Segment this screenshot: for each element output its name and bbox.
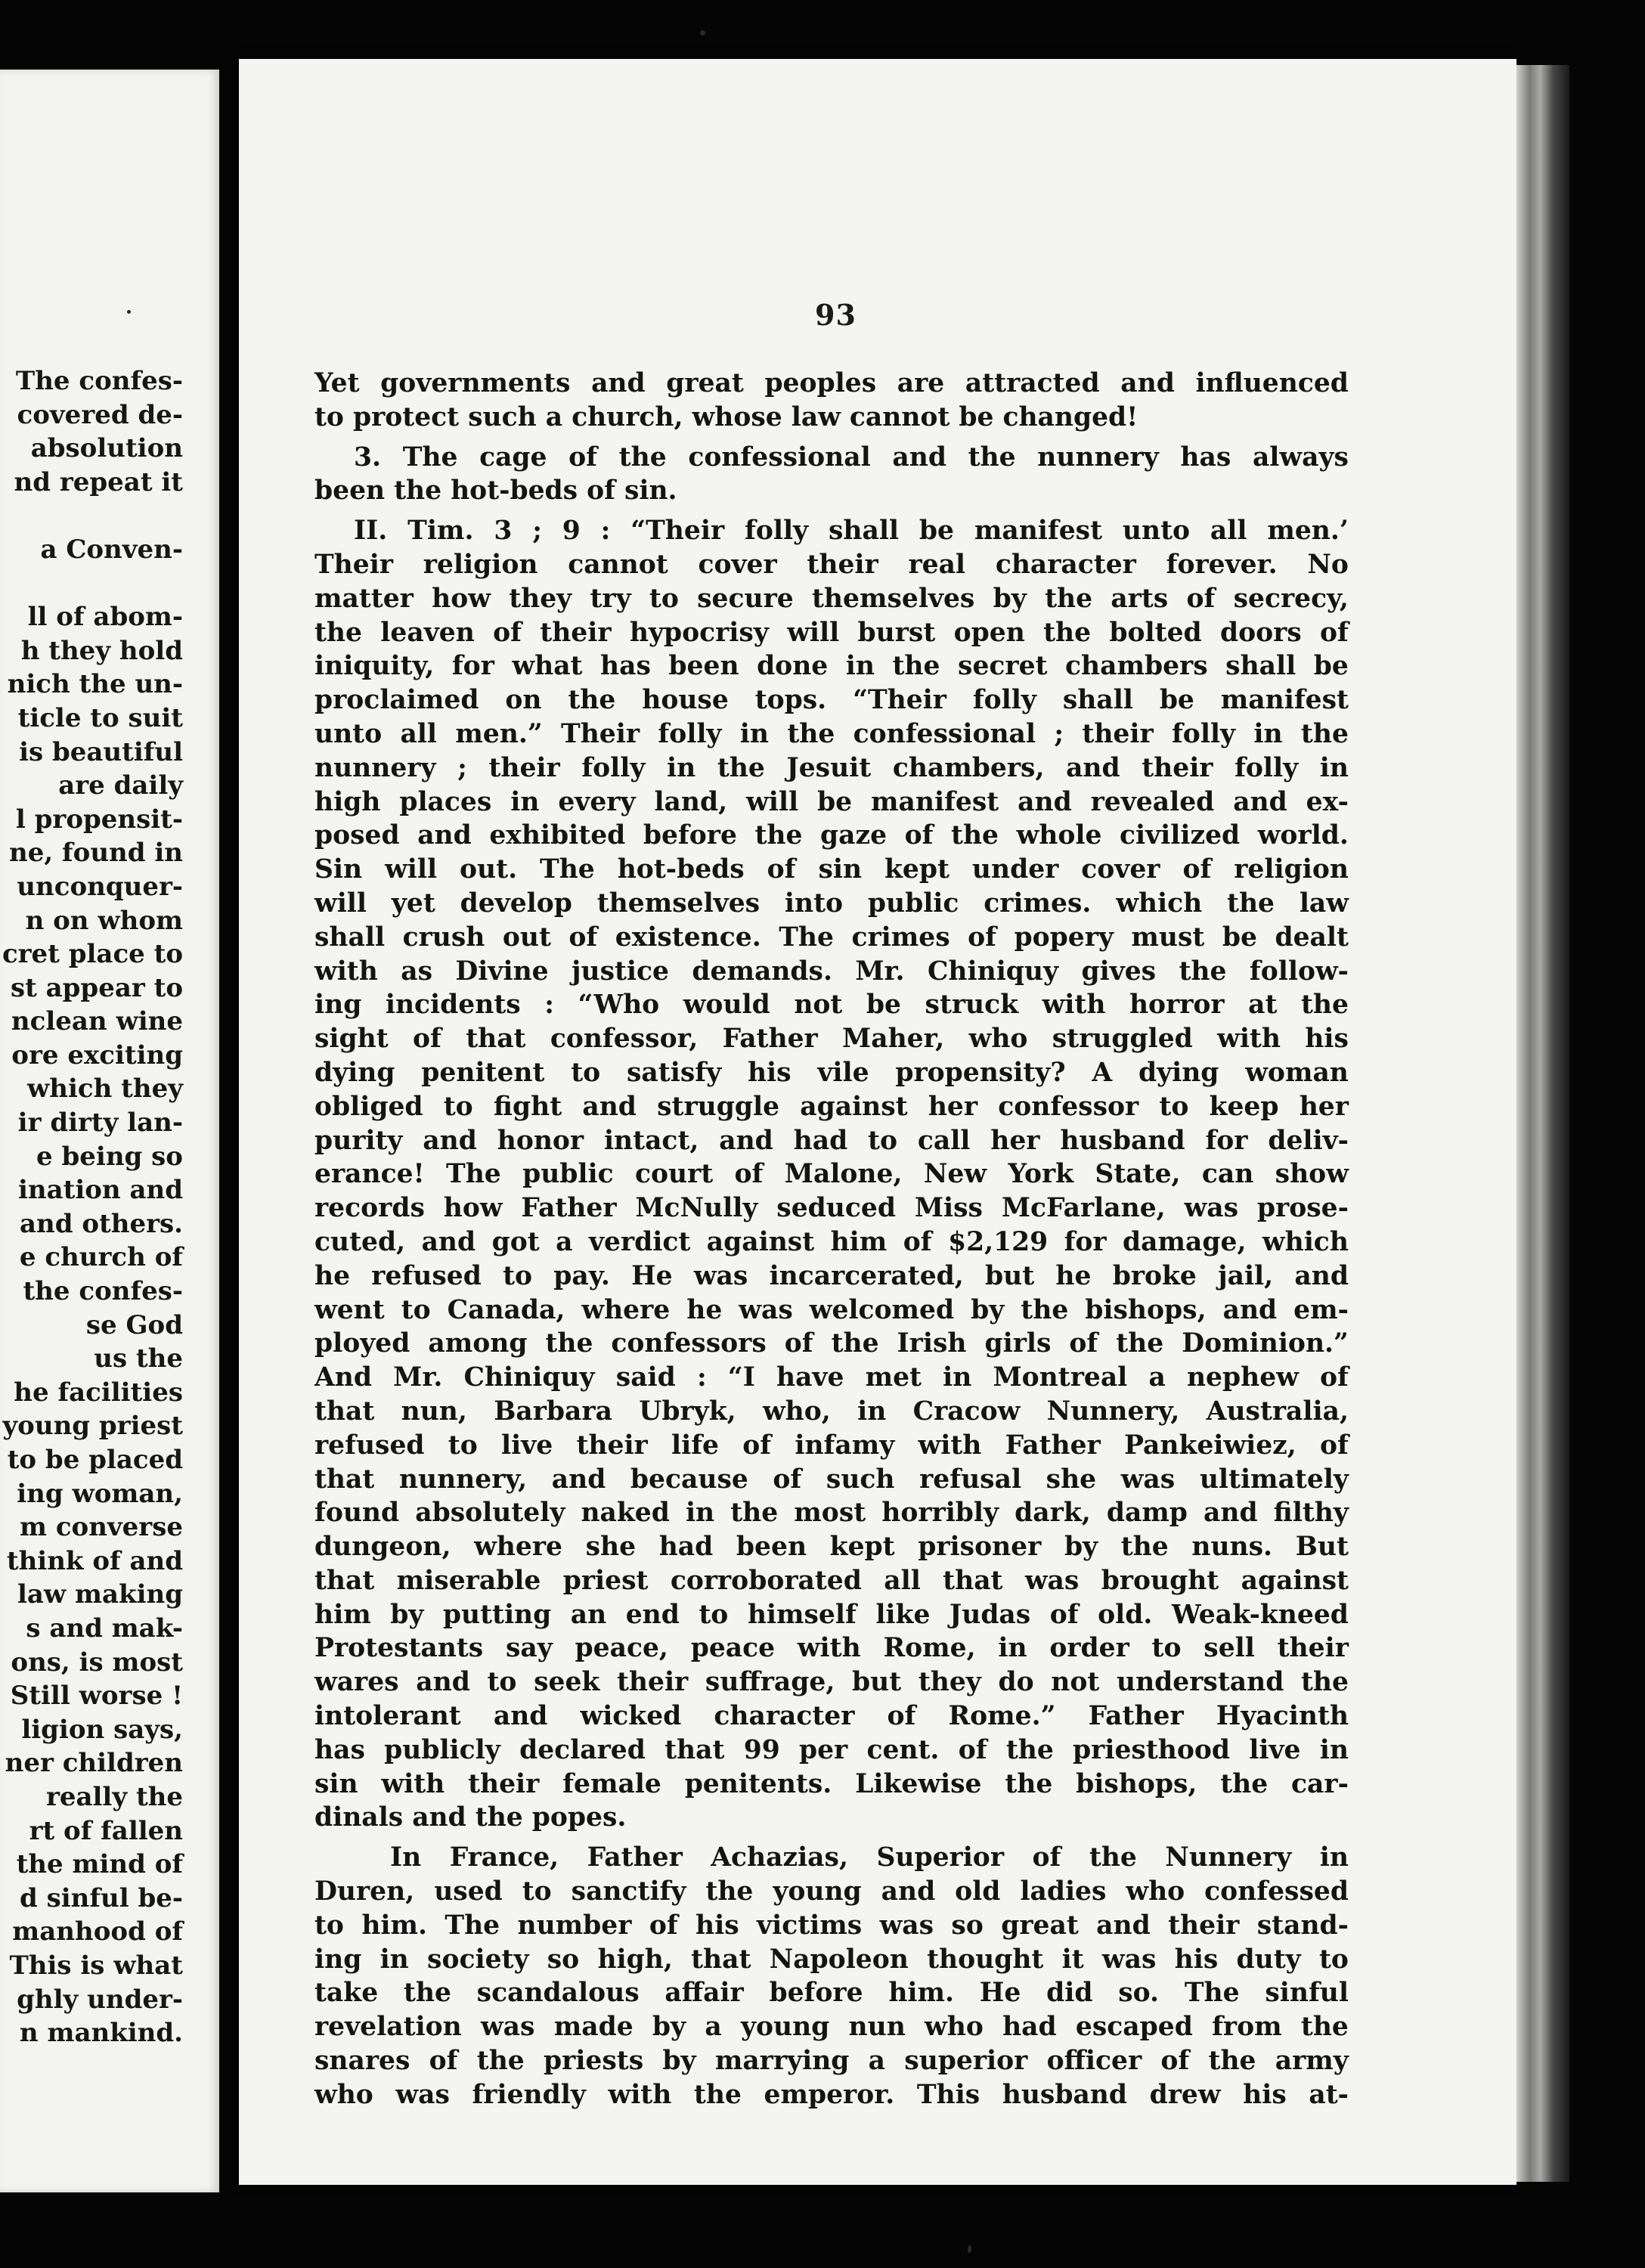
left-page-line: The confes- bbox=[15, 366, 183, 396]
left-page-line: ing woman, bbox=[17, 1478, 183, 1509]
scan-speck bbox=[127, 310, 131, 314]
text-line: Sin will out. The hot-beds of sin kept under cover of religion bbox=[314, 854, 1349, 885]
left-page-line: and others. bbox=[20, 1208, 183, 1239]
text-line: II. Tim. 3 ; 9 : “Their folly shall be manifest unto all men.’ bbox=[354, 516, 1349, 547]
left-page-line: This is what bbox=[9, 1950, 183, 1981]
left-page-line: ore exciting bbox=[11, 1040, 183, 1070]
left-page-line: e church of bbox=[19, 1242, 183, 1273]
text-line: cuted, and got a verdict against him of $2,129 for damage, which bbox=[314, 1226, 1349, 1257]
left-page-line: he facilities bbox=[14, 1377, 183, 1408]
text-line: purity and honor intact, and had to call her husband for deliv- bbox=[314, 1125, 1349, 1156]
text-line: high places in every land, will be manifest and revealed and ex- bbox=[314, 786, 1349, 817]
page-edge bbox=[1516, 65, 1569, 2182]
left-page-line: unconquer- bbox=[17, 871, 183, 902]
body-text bbox=[314, 367, 1349, 2112]
left-page-line: absolution bbox=[30, 433, 183, 464]
left-page-line: st appear to bbox=[10, 972, 183, 1003]
paragraph-gap bbox=[314, 435, 1349, 441]
text-line: been the hot-beds of sin. bbox=[314, 476, 677, 507]
text-line: dungeon, where she had been kept prisoner by the nuns. But bbox=[314, 1532, 1349, 1563]
text-line: dinals and the popes. bbox=[314, 1802, 627, 1833]
text-line: And Mr. Chiniquy said : “I have met in Montreal a nephew of bbox=[314, 1362, 1349, 1393]
page-number: 93 bbox=[815, 298, 857, 332]
text-line: that nunnery, and because of such refusal she was ultimately bbox=[314, 1464, 1349, 1495]
left-page-text bbox=[0, 364, 183, 2050]
text-line: went to Canada, where he was welcomed by the bishops, and em- bbox=[314, 1294, 1349, 1325]
text-line: Their religion cannot cover their real character forever. No bbox=[314, 549, 1349, 580]
text-line: snares of the priests by marrying a superior officer of the army bbox=[314, 2046, 1349, 2077]
left-page-line: ligion says, bbox=[21, 1714, 183, 1745]
left-page-line: l propensit- bbox=[15, 804, 183, 835]
text-line: intolerant and wicked character of Rome.” Father Hyacinth bbox=[314, 1701, 1349, 1732]
left-page-line: ll of abom- bbox=[27, 602, 183, 633]
left-page-line: cret place to bbox=[2, 939, 183, 970]
text-line: ing in society so high, that Napoleon thought it was his duty to bbox=[314, 1944, 1349, 1975]
left-page-line: Still worse ! bbox=[10, 1681, 183, 1712]
text-line: In France, Father Achazias, Superior of the Nunnery in bbox=[390, 1842, 1349, 1873]
text-line: matter how they try to secure themselves by the arts of secrecy, bbox=[314, 583, 1349, 614]
text-line: revelation was made by a young nun who had escaped from the bbox=[314, 2012, 1349, 2043]
scan-speck bbox=[968, 2245, 971, 2253]
left-page-line: rt of fallen bbox=[29, 1815, 183, 1846]
text-line: Yet governments and great peoples are attracted and influenced bbox=[314, 368, 1349, 398]
left-page-line bbox=[0, 499, 183, 533]
text-line: iniquity, for what has been done in the secret chambers shall be bbox=[314, 651, 1349, 682]
left-page-line: young priest bbox=[2, 1411, 183, 1442]
left-page-line: m converse bbox=[20, 1512, 183, 1543]
paragraph-gap bbox=[314, 508, 1349, 514]
left-page-line: us the bbox=[94, 1343, 183, 1374]
left-page-line: ghly under- bbox=[17, 1984, 183, 2015]
text-line: with as Divine justice demands. Mr. Chiniquy gives the follow- bbox=[314, 956, 1349, 987]
left-page-line: manhood of bbox=[12, 1916, 183, 1947]
left-page-line: se God bbox=[85, 1309, 183, 1340]
text-line: has publicly declared that 99 per cent. of the priesthood live in bbox=[314, 1734, 1349, 1765]
text-line: that miserable priest corroborated all that was brought against bbox=[314, 1565, 1349, 1596]
left-page-line: s and mak- bbox=[26, 1613, 183, 1644]
left-page-line: ner children bbox=[5, 1748, 183, 1779]
left-page-line: think of and bbox=[6, 1545, 183, 1576]
left-page-line: n mankind. bbox=[19, 2018, 183, 2049]
text-line: records how Father McNully seduced Miss McFarlane, was prose- bbox=[314, 1193, 1349, 1224]
text-line: unto all men.” Their folly in the confessional ; their folly in the bbox=[314, 718, 1349, 749]
text-line: sight of that confessor, Father Maher, who struggled with his bbox=[314, 1024, 1349, 1055]
text-line: Duren, used to sanctify the young and old ladies who confessed bbox=[314, 1876, 1349, 1907]
text-line: take the scandalous affair before him. He did so. The sinful bbox=[314, 1978, 1349, 2009]
left-page-line: which they bbox=[27, 1074, 183, 1105]
left-page-line: d sinful be- bbox=[19, 1882, 183, 1913]
left-page-line: to be placed bbox=[7, 1445, 183, 1475]
left-page-line: covered de- bbox=[17, 399, 183, 430]
text-line: who was friendly with the emperor. This husband drew his at- bbox=[314, 2079, 1349, 2110]
left-page-line: the mind of bbox=[16, 1849, 183, 1880]
left-page-line: the confes- bbox=[23, 1276, 183, 1307]
left-page-line: e being so bbox=[36, 1141, 183, 1172]
left-page-line: h they hold bbox=[20, 635, 183, 666]
text-line: ing incidents : “Who would not be struck with horror at the bbox=[314, 990, 1349, 1021]
left-page-line: ination and bbox=[17, 1175, 183, 1206]
text-line: to protect such a church, whose law cannot be changed! bbox=[314, 401, 1138, 432]
text-line: he refused to pay. He was incarcerated, but he broke jail, and bbox=[314, 1260, 1349, 1291]
left-page-line: ne, found in bbox=[8, 838, 183, 869]
scan-speck bbox=[700, 30, 705, 36]
text-line: wares and to seek their suffrage, but they do not understand the bbox=[314, 1667, 1349, 1698]
left-page-line: law making bbox=[17, 1579, 183, 1610]
left-page-line: ir dirty lan- bbox=[17, 1108, 183, 1139]
text-line: that nun, Barbara Ubryk, who, in Cracow Nunnery, Australia, bbox=[314, 1396, 1349, 1427]
text-line: posed and exhibited before the gaze of the whole civilized world. bbox=[314, 820, 1349, 851]
text-line: the leaven of their hypocrisy will burst open the bolted doors of bbox=[314, 617, 1349, 648]
left-page-line bbox=[0, 567, 183, 601]
text-line: him by putting an end to himself like Judas of old. Weak-kneed bbox=[314, 1599, 1349, 1630]
text-line: erance! The public court of Malone, New York State, can show bbox=[314, 1159, 1349, 1190]
paragraph-gap bbox=[314, 1835, 1349, 1841]
text-line: proclaimed on the house tops. “Their folly shall be manifest bbox=[314, 685, 1349, 716]
text-line: sin with their female penitents. Likewise the bishops, the car- bbox=[314, 1768, 1349, 1799]
left-page-line: nclean wine bbox=[11, 1006, 183, 1037]
left-page-line: ons, is most bbox=[11, 1647, 183, 1678]
left-page-line: really the bbox=[45, 1781, 183, 1812]
left-page-line: ticle to suit bbox=[17, 702, 183, 733]
left-page-line: is beautiful bbox=[19, 736, 183, 767]
left-page-line: nich the un- bbox=[7, 669, 183, 700]
text-line: ployed among the confessors of the Irish girls of the Dominion.” bbox=[314, 1328, 1349, 1359]
left-page bbox=[0, 70, 219, 2192]
text-line: obliged to fight and struggle against her confessor to keep her bbox=[314, 1091, 1349, 1122]
left-page-line: nd repeat it bbox=[14, 466, 183, 497]
text-line: 3. The cage of the confessional and the nunnery has always bbox=[354, 442, 1349, 472]
text-line: shall crush out of existence. The crimes of popery must be dealt bbox=[314, 922, 1349, 953]
text-line: nunnery ; their folly in the Jesuit chambers, and their folly in bbox=[314, 752, 1349, 783]
text-line: refused to live their life of infamy with Father Pankeiwiez, of bbox=[314, 1430, 1349, 1461]
text-line: to him. The number of his victims was so great and their stand- bbox=[314, 1910, 1349, 1941]
left-page-line: are daily bbox=[58, 770, 183, 801]
text-line: Protestants say peace, peace with Rome, in order to sell their bbox=[314, 1633, 1349, 1664]
text-line: dying penitent to satisfy his vile propensity? A dying woman bbox=[314, 1057, 1349, 1088]
text-line: found absolutely naked in the most horribly dark, damp and filthy bbox=[314, 1498, 1349, 1529]
left-page-line: a Conven- bbox=[40, 534, 183, 565]
text-line: will yet develop themselves into public crimes. which the law bbox=[314, 888, 1349, 919]
left-page-line: n on whom bbox=[25, 905, 183, 936]
